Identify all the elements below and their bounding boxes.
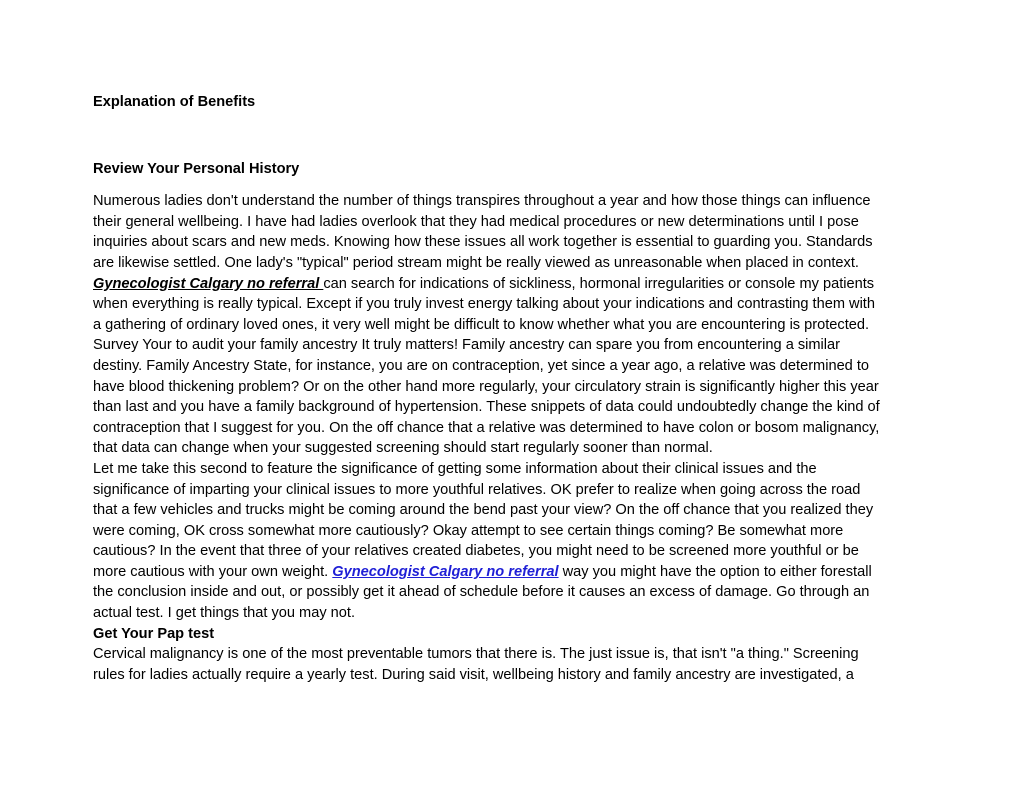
text-line: cautious? In the event that three of your relatives created diabetes, you might need to be screened more youthful or be [93, 543, 859, 560]
text-line: Let me take this second to feature the significance of getting some information about their clinical issues and the [93, 460, 817, 477]
text-line: actual test. I get things that you may not. [93, 605, 356, 622]
text-line: when everything is really typical. Except if you truly invest energy talking about your indications and contrasting them with [93, 296, 875, 313]
text-line: Cervical malignancy is one of the most preventable tumors that there is. The just issue is, that isn't "a thing." Screening [93, 646, 859, 663]
text-line: their general wellbeing. I have had ladies overlook that they had medical procedures or new determinations until I pose [93, 213, 859, 230]
text-line: have blood thickening problem? Or on the other hand more regularly, your circulatory strain is significantly higher this year [93, 378, 879, 395]
text-line: a gathering of ordinary loved ones, it very well might be difficult to know whether what you are encountering is protected. [93, 316, 870, 333]
text-line: Survey Your to audit your family ancestry It truly matters! Family ancestry can spare you from encountering a similar [93, 337, 841, 354]
text-line: destiny. Family Ancestry State, for instance, you are on contraception, yet since a year ago, a relative was determined to [93, 357, 870, 374]
document-page [93, 92, 938, 685]
text-line: Numerous ladies don't understand the number of things transpires throughout a year and how those things can influence [93, 193, 871, 210]
text-line: were coming, OK cross somewhat more cautiously? Okay attempt to see certain things coming? Be somewhat more [93, 522, 844, 539]
text-line: significance of imparting your clinical issues to more youthful relatives. OK prefer to realize when going across the road [93, 481, 861, 498]
text-fragment: can search for indications of sickliness, hormonal irregularities or console my patients [323, 275, 875, 292]
text-line: inquiries about scars and new meds. Knowing how these issues all work together is essential to guarding you. Standards [93, 234, 873, 251]
text-line-with-link [93, 274, 938, 295]
text-line: that a few vehicles and trucks might be coming around the bend past your view? On the off chance that you realized they [93, 502, 874, 519]
text-line: than last and you have a family background of hypertension. These snippets of data could undoubtedly change the kind of [93, 399, 880, 416]
text-line: contraception that I suggest for you. On the off chance that a relative was determined to have colon or bosom malignancy, [93, 419, 880, 436]
text-line: are likewise settled. One lady's "typical" period stream might be really viewed as unreasonable when placed in context. [93, 254, 859, 271]
text-line-with-link [93, 562, 938, 583]
body-text [93, 191, 938, 685]
text-line: that data can change when your suggested screening should start regularly sooner than normal. [93, 440, 713, 457]
text-fragment: more cautious with your own weight. [93, 563, 333, 580]
gynecologist-calgary-link-2[interactable]: Gynecologist Calgary no referral [332, 563, 559, 580]
text-line: rules for ladies actually require a yearly test. During said visit, wellbeing history and family ancestry are investigated, a [93, 666, 854, 683]
text-line: the conclusion inside and out, or possibly get it ahead of schedule before it causes an excess of damage. Go through an [93, 584, 870, 601]
text-fragment: way you might have the option to either forestall [558, 563, 872, 580]
document-title: Explanation of Benefits [93, 94, 256, 110]
section-heading-review-history: Review Your Personal History [93, 160, 300, 177]
gynecologist-calgary-link-1[interactable]: Gynecologist Calgary no referral [93, 275, 324, 292]
section-heading-pap-test: Get Your Pap test [93, 625, 215, 642]
